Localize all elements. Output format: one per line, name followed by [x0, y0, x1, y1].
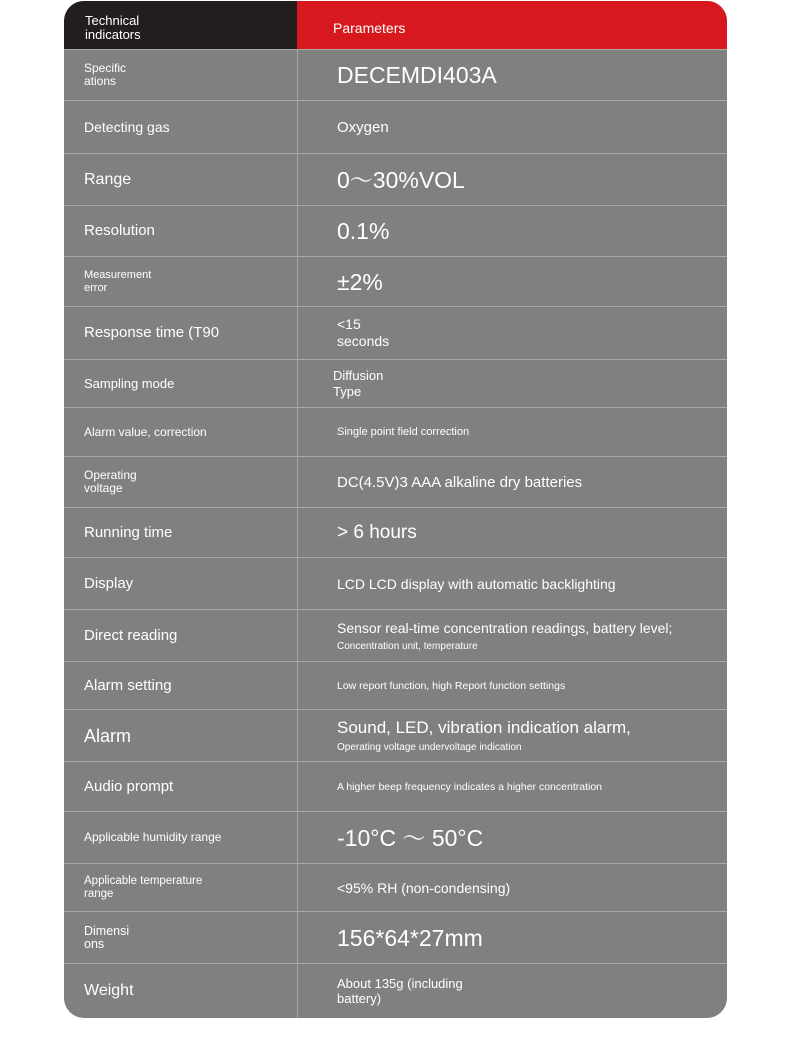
- row-label: Alarm setting: [84, 676, 172, 694]
- row-value-line1: Sensor real-time concentration readings, battery level;: [337, 619, 673, 636]
- row-value-line1: Sound, LED, vibration indication alarm,: [337, 717, 631, 737]
- row-label: Operating voltage: [84, 468, 137, 495]
- row-label: Weight: [84, 982, 134, 999]
- spec-table: [64, 1, 727, 1018]
- table-row: [64, 609, 727, 661]
- row-label: Display: [84, 574, 134, 592]
- row-value: 156*64*27mm: [337, 924, 483, 951]
- row-value: DC(4.5V)3 AAA alkaline dry batteries: [337, 473, 583, 491]
- row-value: A higher beep frequency indicates a higher concentration: [337, 780, 603, 793]
- table-row: [64, 205, 727, 256]
- row-label: Detecting gas: [84, 119, 170, 135]
- table-row: [64, 863, 727, 911]
- row-value: <15 seconds: [337, 316, 390, 349]
- row-label: Measurement error: [84, 268, 152, 294]
- table-row: [64, 306, 727, 359]
- table-row: [64, 911, 727, 963]
- row-label: Applicable temperature range: [84, 874, 203, 900]
- table-row: [64, 963, 727, 1018]
- row-value: -10°C ～ 50°C: [337, 824, 484, 851]
- header-parameters: [297, 1, 727, 49]
- row-value: 0～30%VOL: [337, 166, 465, 193]
- row-value: Diffusion Type: [333, 367, 384, 399]
- table-row: [64, 256, 727, 306]
- table-row: [64, 407, 727, 456]
- row-label: Applicable humidity range: [84, 830, 222, 844]
- row-value: ±2%: [337, 268, 383, 295]
- row-label: Range: [84, 170, 132, 188]
- row-label: Direct reading: [84, 626, 178, 644]
- row-label: Alarm value, correction: [84, 424, 207, 439]
- row-value: Single point field correction: [337, 425, 470, 438]
- table-row: [64, 661, 727, 709]
- row-value: <95% RH (non-condensing): [337, 879, 511, 896]
- table-row: [64, 557, 727, 609]
- row-value: LCD LCD display with automatic backlighting: [337, 575, 616, 592]
- table-header: [64, 1, 727, 49]
- header-left-label: Technical indicators: [85, 13, 141, 42]
- row-value: Oxygen: [337, 118, 389, 136]
- row-label: Sampling mode: [84, 376, 175, 391]
- row-label: Running time: [84, 523, 173, 541]
- row-label: Dimensi ons: [84, 923, 130, 951]
- row-label: Resolution: [84, 222, 155, 239]
- row-value: Low report function, high Report function settings: [337, 679, 566, 692]
- row-label: Audio prompt: [84, 777, 174, 795]
- table-row: [64, 507, 727, 557]
- table-row: [64, 709, 727, 761]
- table-row: [64, 761, 727, 811]
- row-value: > 6 hours: [337, 521, 417, 543]
- row-label: Specific ations: [84, 61, 127, 88]
- row-value-line2: Operating voltage undervoltage indication: [337, 741, 522, 753]
- table-row: [64, 153, 727, 205]
- row-value-line2: Concentration unit, temperature: [337, 640, 478, 652]
- row-value: [337, 610, 717, 661]
- table-row: [64, 359, 727, 407]
- row-value: About 135g (including battery): [337, 976, 463, 1006]
- column-divider: [297, 49, 298, 1018]
- table-row: [64, 811, 727, 863]
- row-value: DECEMDI403A: [337, 62, 497, 88]
- row-label: Alarm: [84, 725, 132, 746]
- row-value: [337, 710, 717, 761]
- table-row: [64, 100, 727, 153]
- row-value: 0.1%: [337, 218, 390, 244]
- table-row: [64, 49, 727, 100]
- row-label: Response time (T90: [84, 324, 220, 341]
- header-technical-indicators: [64, 1, 297, 49]
- table-row: [64, 456, 727, 507]
- header-right-label: Parameters: [333, 20, 406, 36]
